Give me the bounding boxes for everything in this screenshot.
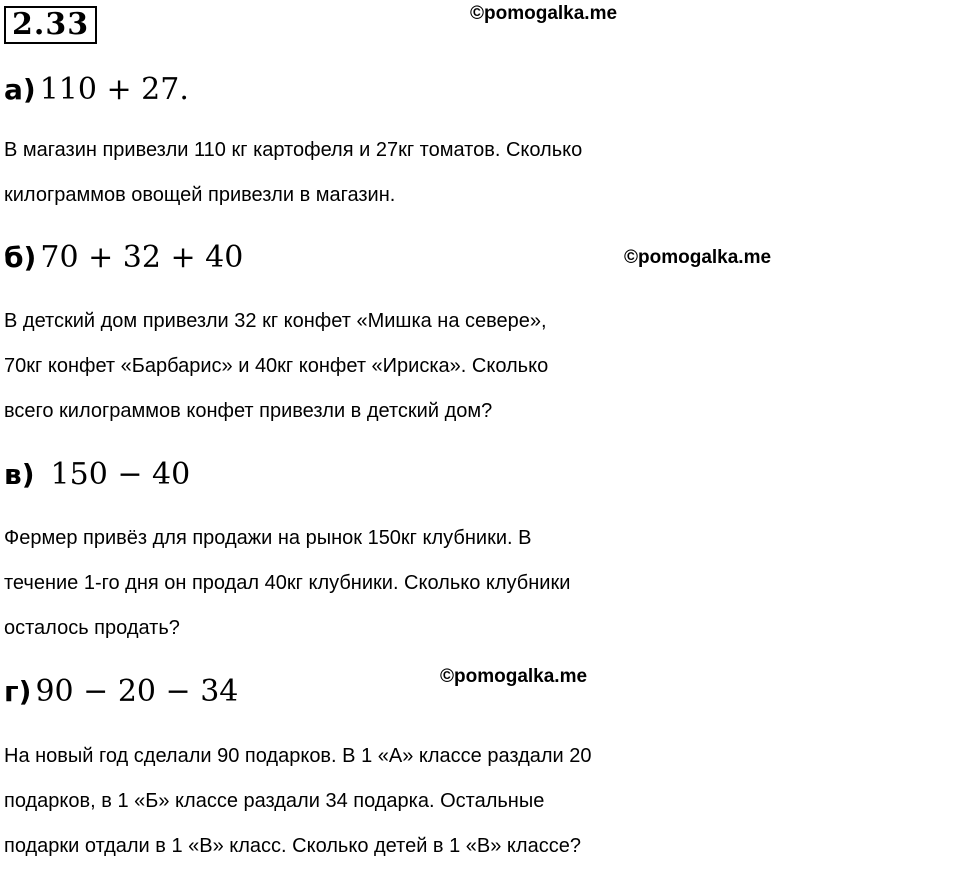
problem-text-d: [4, 734, 956, 869]
item-header-c: [4, 455, 190, 495]
text-line: подарков, в 1 «Б» классе раздали 34 подарка. Остальные: [4, 790, 545, 812]
math-expression: 150 − 40: [50, 457, 191, 492]
text-line: килограммов овощей привезли в магазин.: [4, 184, 396, 206]
math-expression: 70 + 32 + 40: [40, 240, 244, 275]
text-line: На новый год сделали 90 подарков. В 1 «А» классе раздали 20: [4, 745, 592, 767]
item-header-b: [4, 238, 243, 278]
text-line: Фермер привёз для продажи на рынок 150кг клубники. В: [4, 527, 532, 549]
watermark: ©pomogalka.me: [624, 247, 772, 268]
item-header-d: [4, 672, 238, 712]
watermark: ©pomogalka.me: [470, 3, 618, 24]
problem-text-b: [4, 299, 956, 434]
text-line: всего килограммов конфет привезли в детский дом?: [4, 400, 493, 422]
item-label: а): [4, 73, 36, 106]
math-expression: 90 − 20 − 34: [35, 674, 239, 709]
text-line: В детский дом привезли 32 кг конфет «Мишка на севере»,: [4, 310, 547, 332]
text-line: осталось продать?: [4, 617, 180, 639]
math-expression: 110 + 27.: [39, 72, 189, 107]
item-label: б): [4, 241, 37, 274]
problem-text-a: [4, 128, 956, 218]
item-label: в): [4, 458, 35, 491]
text-line: 70кг конфет «Барбарис» и 40кг конфет «Ириска». Сколько: [4, 355, 549, 377]
item-header-a: [4, 70, 189, 110]
problem-text-c: [4, 516, 956, 651]
watermark: ©pomogalka.me: [440, 666, 588, 687]
text-line: подарки отдали в 1 «В» класс. Сколько детей в 1 «В» классе?: [4, 835, 581, 857]
text-line: течение 1-го дня он продал 40кг клубники. Сколько клубники: [4, 572, 571, 594]
text-line: В магазин привезли 110 кг картофеля и 27кг томатов. Сколько: [4, 139, 583, 161]
task-number: 2.33: [4, 6, 97, 44]
item-label: г): [4, 675, 32, 708]
